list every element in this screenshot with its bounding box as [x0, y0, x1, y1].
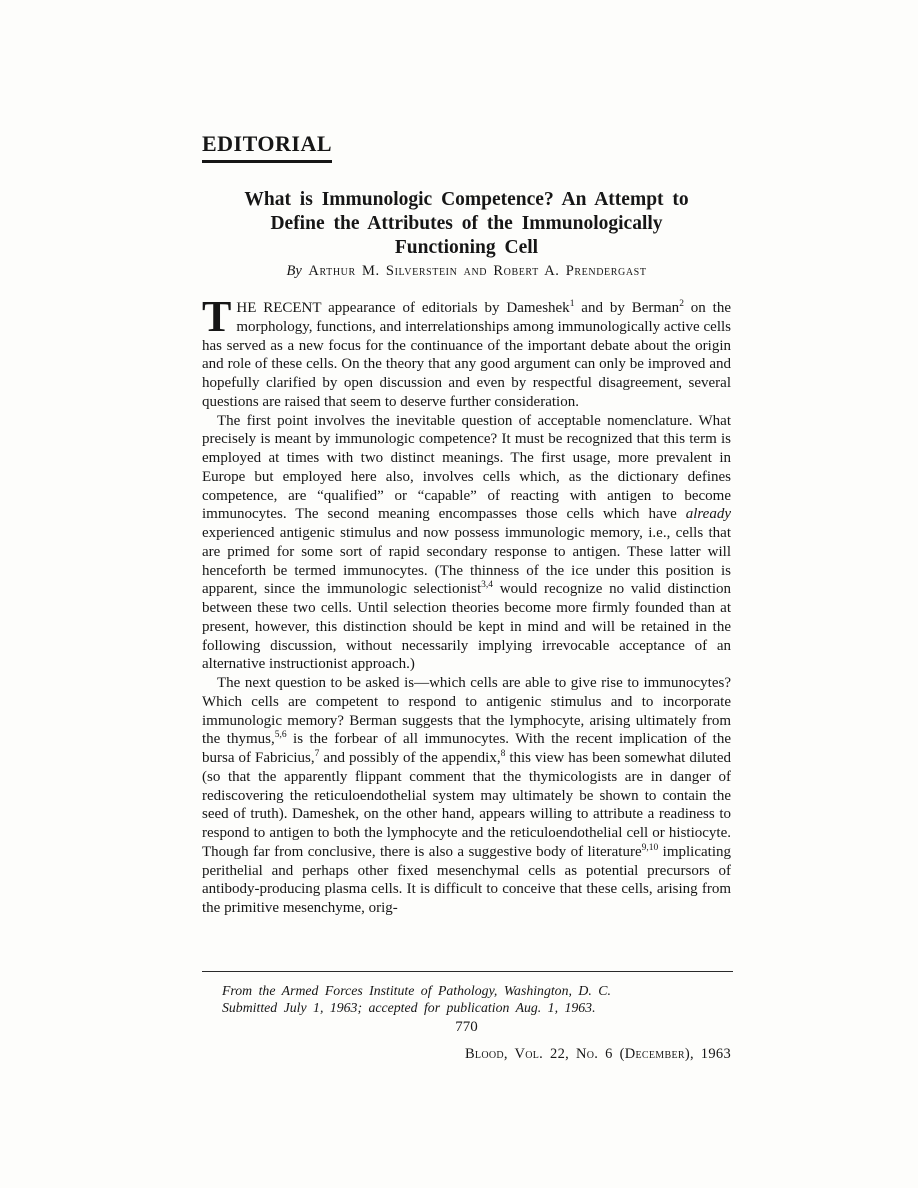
- reference-marker-7: 7: [314, 749, 320, 759]
- reference-marker-3-4: 3,4: [481, 580, 493, 591]
- paragraph-3-text: and possibly of the appendix,: [319, 750, 501, 766]
- byline-authors: Arthur M. Silverstein and Robert A. Prendergast: [308, 263, 647, 279]
- paragraph-1-text: on the morphology, functions, and interrelationships among immunologically active cells has served as a new focus for the continuance of the important debate about the origin and role of these cells. On the theory that any good argument can only be improved and hopefully clarified by open discussion and even by respectful disagreement, several questions are raised that seem to deserve further consideration.: [202, 300, 731, 410]
- title-line-3: Functioning Cell: [394, 237, 539, 258]
- article-body: [202, 299, 731, 973]
- byline: [202, 263, 731, 280]
- emphasis-already: already: [685, 506, 731, 523]
- journal-volume-line: Blood, Vol. 22, No. 6 (December), 1963: [464, 1046, 731, 1062]
- footnote: [222, 982, 733, 1016]
- title-line-1: What is Immunologic Competence? An Attempt to: [244, 189, 689, 210]
- reference-marker-1: 1: [569, 299, 575, 309]
- footnote-submission: Submitted July 1, 1963; accepted for publication Aug. 1, 1963.: [222, 1000, 596, 1015]
- paragraph-3-text: implicating perithelial and perhaps other fixed mesenchymal cells as potential precursors of antibody-producing plasma cells. It is difficult to conceive that these cells, arising from the primitive mesenchyme, orig-: [202, 843, 731, 916]
- paragraph-3-text: The next question to be asked is—which cells are able to give rise to immunocytes? Which cells are competent to respond to antigenic stimulus and to incorporate immunologic memory? Berman suggests that the lymphocyte, arising ultimately from the thymus,: [202, 675, 731, 748]
- paragraph-3-text: this view has been somewhat diluted (so that the apparently flippant comment that the thymicologists are in danger of rediscovering the reticuloendothelial system may ultimately be shown to contain the seed of truth). Dameshek, on the other hand, appears willing to attribute a readiness to respond to antigen to both the lymphocyte and the reticuloendothelial cell or histiocyte. Though far from conclusive, there is also a suggestive body of literature: [202, 750, 731, 860]
- paragraph-2-text: experienced antigenic stimulus and now possess immunologic memory, i.e., cells that are primed for some sort of rapid secondary response to antigen. These latter will henceforth be termed immunocytes. (The thinness of the ice under this position is apparent, since the immunologic selectionist: [202, 525, 731, 598]
- section-heading: EDITORIAL: [202, 131, 332, 163]
- byline-by: By: [286, 263, 302, 279]
- reference-marker-9-10: 9,10: [641, 842, 659, 853]
- paragraph-1: [202, 299, 731, 412]
- paragraph-1-text: and by Berman: [574, 300, 680, 316]
- paragraph-2-text: would recognize no valid distinction between these two cells. Until selection theories become more firmly founded than at present, however, this distinction should be kept in mind and will be retained in the following discussion, without necessarily implying irrevocable acceptance of an alternative instructionist approach.): [202, 581, 731, 673]
- paragraph-3-text: is the forbear of all immunocytes. With the recent implication of the bursa of Fabricius,: [202, 731, 731, 766]
- footnote-affiliation: From the Armed Forces Institute of Pathology, Washington, D. C.: [222, 983, 611, 998]
- paragraph-3: [202, 674, 731, 918]
- paragraph-2: [202, 412, 731, 675]
- reference-marker-8: 8: [500, 749, 506, 759]
- page-number: 770: [455, 1019, 478, 1035]
- title-line-2: Define the Attributes of the Immunologically: [270, 213, 663, 234]
- paragraph-2-text: The first point involves the inevitable question of acceptable nomenclature. What precisely is meant by immunologic competence? It must be recognized that this term is employed at times with two distinct meanings. The first usage, more prevalent in Europe but employed here also, involves cells which, as the dictionary defines competence, are “qualified” or “capable” of reacting with antigen to become immunocytes. The second meaning encompasses those cells which have: [202, 412, 731, 523]
- drop-cap: T: [202, 299, 232, 341]
- reference-marker-5-6: 5,6: [274, 730, 287, 741]
- footnote-divider: [202, 971, 733, 972]
- article-title: [202, 188, 731, 260]
- paragraph-1-text: HE RECENT appearance of editorials by Dameshek: [236, 300, 570, 316]
- reference-marker-2: 2: [679, 299, 684, 309]
